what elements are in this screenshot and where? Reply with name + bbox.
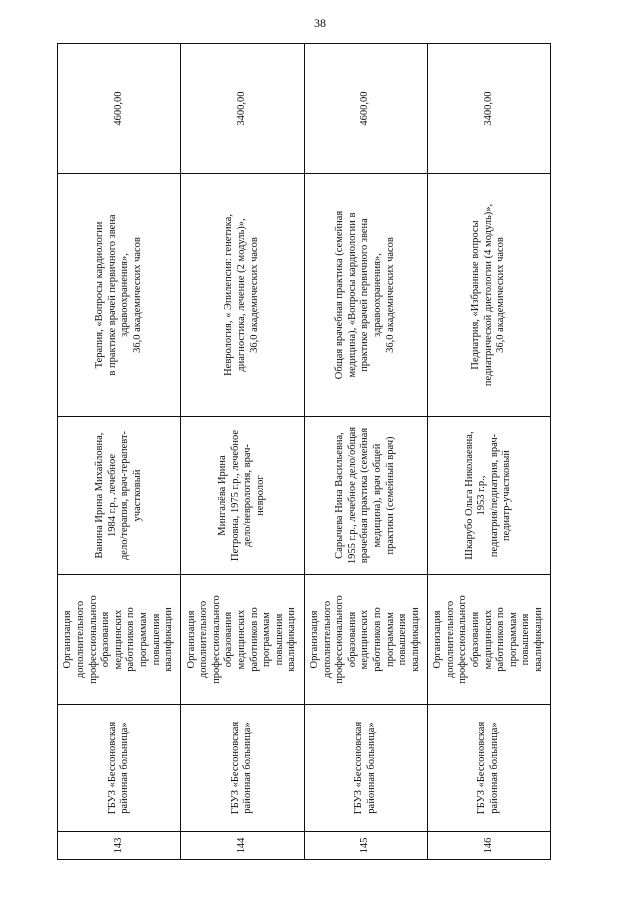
price-cell: 3400,00	[181, 44, 304, 174]
program-cell: Терапия, «Вопросы кардиологии в практике врачей первичного звена здравоохранения», 36,0 академических часов	[58, 174, 181, 417]
price-cell: 3400,00	[427, 44, 550, 174]
organization-cell: ГБУЗ «Бессоновская районная больница»	[304, 705, 427, 832]
price-cell: 4600,00	[304, 44, 427, 174]
course-type-cell: Организация дополнительного профессионального образования медицинских работников по программам повышения квалификации	[427, 575, 550, 705]
organization-cell: ГБУЗ «Бессоновская районная больница»	[181, 705, 304, 832]
table-row	[427, 44, 550, 860]
table-row	[181, 44, 304, 860]
employee-cell: Сарычева Нина Васильевна, 1955 г.р., лечебное дело/общая врачебная практика (семейная медицина), врач общей практики (семейный врач)	[304, 417, 427, 575]
row-number: 146	[427, 832, 550, 860]
row-number: 143	[58, 832, 181, 860]
price-cell: 4600,00	[58, 44, 181, 174]
program-cell: Общая врачебная практика (семейная медицина), «Вопросы кардиологии в практике врачей первичного звена здравоохранения», 36,0 академических часов	[304, 174, 427, 417]
employee-cell: Шкарубо Ольга Николаевна, 1953 г.р., педиатрия/педиатрия, врач- педиатр-участковый	[427, 417, 550, 575]
course-type-cell: Организация дополнительного профессионального образования медицинских работников по программам повышения квалификации	[304, 575, 427, 705]
table-row	[304, 44, 427, 860]
row-number: 144	[181, 832, 304, 860]
page-number: 38	[314, 16, 326, 30]
course-type-cell: Организация дополнительного профессионального образования медицинских работников по программам повышения квалификации	[58, 575, 181, 705]
training-table	[57, 43, 551, 860]
row-number: 145	[304, 832, 427, 860]
organization-cell: ГБУЗ «Бессоновская районная больница»	[427, 705, 550, 832]
program-cell: Неврология, « Эпилепсия: генетика, диагностика, лечение (2 модуль)», 36,0 академических часов	[181, 174, 304, 417]
table-row	[58, 44, 181, 860]
course-type-cell: Организация дополнительного профессионального образования медицинских работников по программам повышения квалификации	[181, 575, 304, 705]
program-cell: Педиатрия, «Избранные вопросы педиатрической диетологии (4 модуль)», 36,0 академических часов	[427, 174, 550, 417]
organization-cell: ГБУЗ «Бессоновская районная больница»	[58, 705, 181, 832]
employee-cell: Ванина Ирина Михайловна, 1984 г.р., лечебное дело/терапия, врач-терапевт- участковый	[58, 417, 181, 575]
employee-cell: Мингалёва Ирина Петровна, 1975 г.р., лечебное дело/неврология, врач- невролог	[181, 417, 304, 575]
table-container	[57, 44, 551, 860]
